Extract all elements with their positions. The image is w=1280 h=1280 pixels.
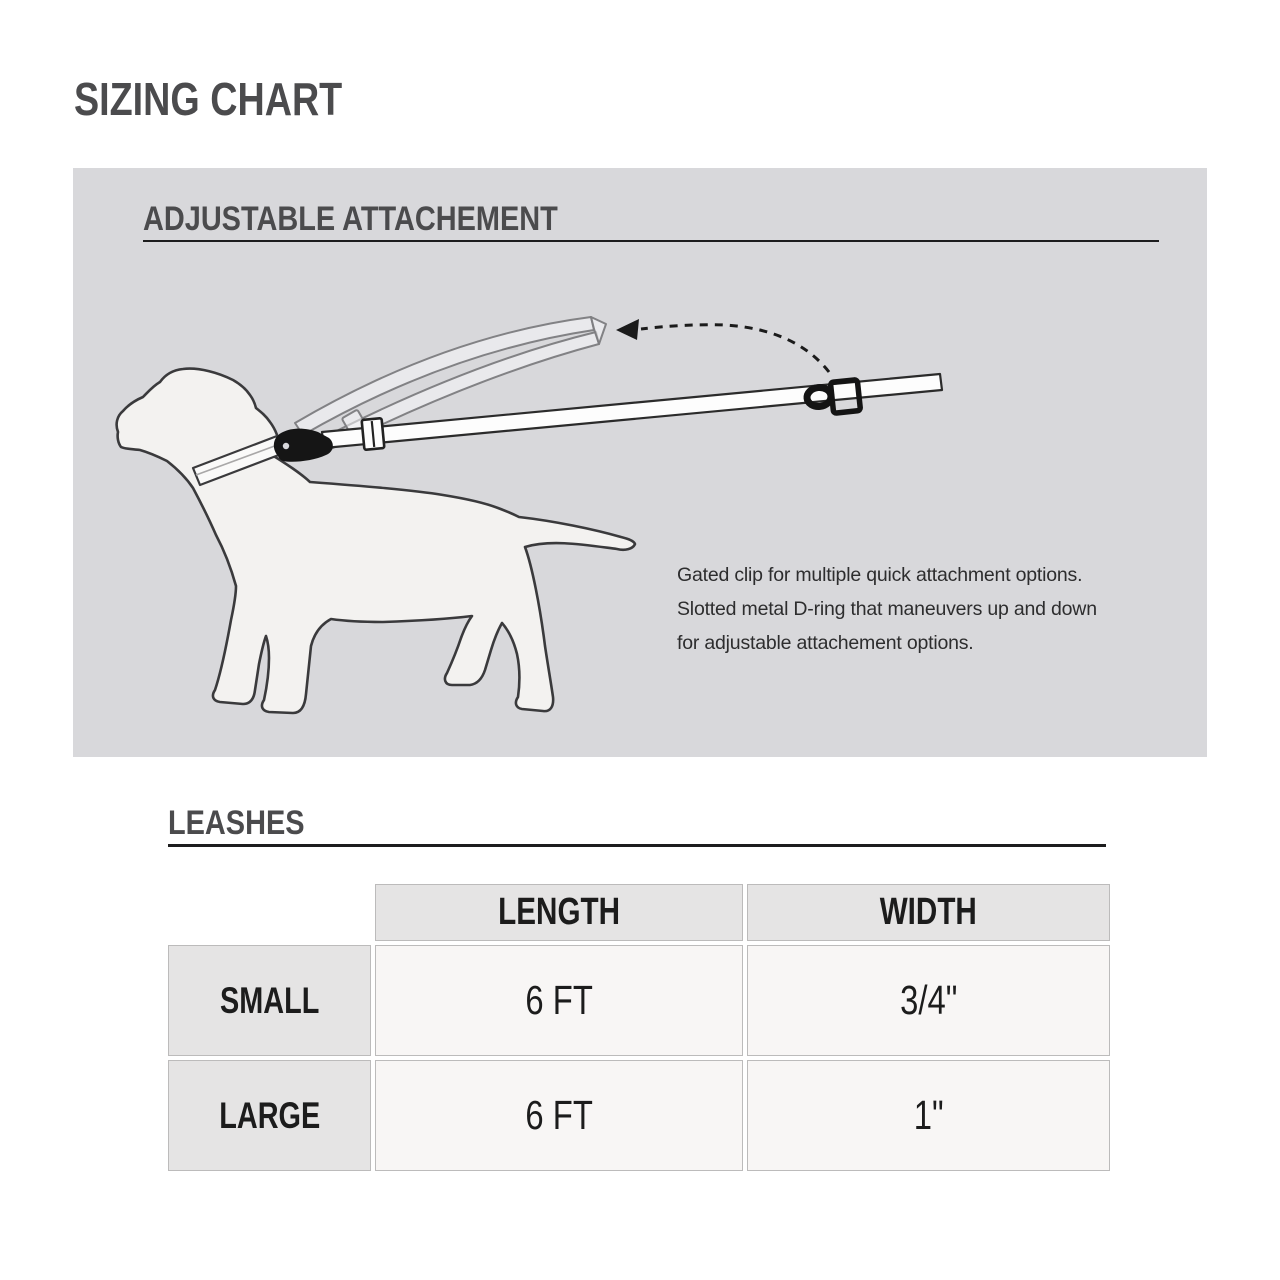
row-label-small: SMALL xyxy=(168,945,371,1056)
cell-large-width: 1" xyxy=(747,1060,1110,1171)
table-corner-cell xyxy=(168,884,371,941)
row-label-large: LARGE xyxy=(168,1060,371,1171)
page-title: SIZING CHART xyxy=(74,73,343,125)
panel-description xyxy=(677,558,1097,660)
description-line: for adjustable attachement options. xyxy=(677,632,974,654)
leashes-heading-rule xyxy=(168,844,1106,847)
column-header-width: WIDTH xyxy=(747,884,1110,941)
column-header-length: LENGTH xyxy=(375,884,743,941)
cell-small-width: 3/4" xyxy=(747,945,1110,1056)
adjustable-attachment-panel xyxy=(73,168,1207,757)
attach-arrow-icon xyxy=(616,319,829,372)
cell-small-length: 6 FT xyxy=(375,945,743,1056)
panel-heading: ADJUSTABLE ATTACHEMENT xyxy=(143,200,558,238)
leash-diagram xyxy=(73,168,1207,757)
leashes-heading: LEASHES xyxy=(168,804,305,842)
description-line: Slotted metal D-ring that maneuvers up and down xyxy=(677,598,1097,620)
cell-large-length: 6 FT xyxy=(375,1060,743,1171)
leashes-table xyxy=(168,884,1110,1171)
description-line: Gated clip for multiple quick attachment options. xyxy=(677,564,1083,586)
